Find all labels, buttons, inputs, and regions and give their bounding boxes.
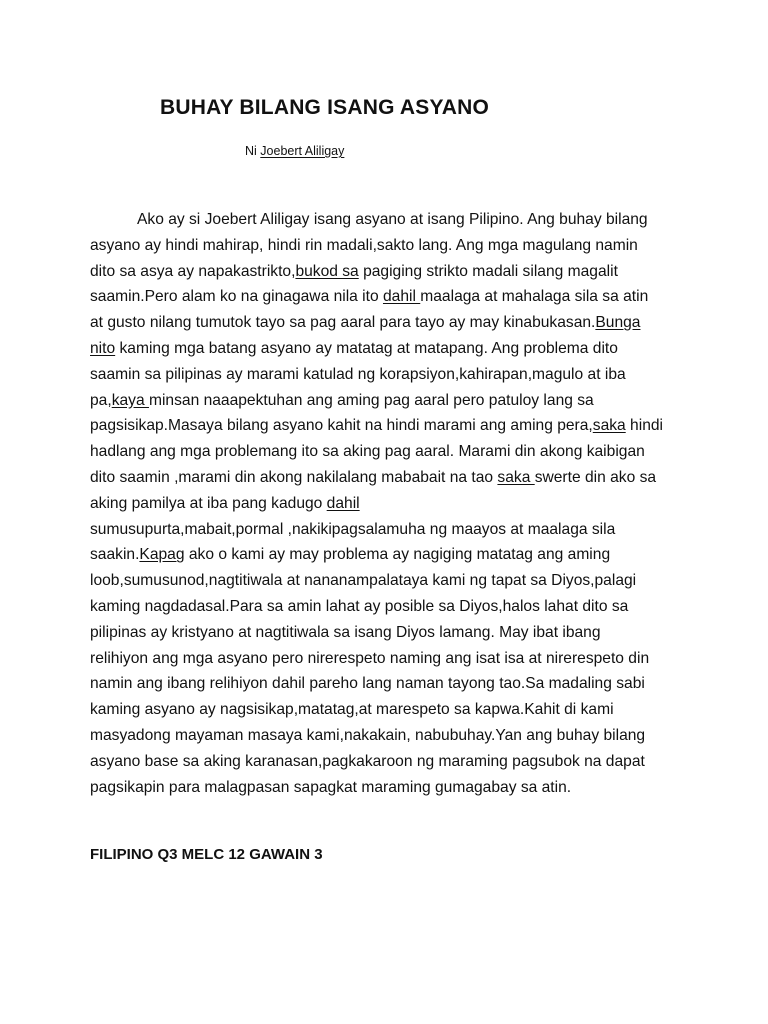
essay-line: namin ang ibang relihiyon dahil pareho lang naman tayong tao.Sa madaling sabi	[90, 675, 645, 693]
essay-title: BUHAY BILANG ISANG ASYANO	[160, 96, 490, 119]
underlined-word: Bunga	[595, 314, 641, 332]
author-name: Joebert Aliligay	[260, 144, 345, 158]
essay-line: masyadong mayaman masaya kami,nakakain, nabubuhay.Yan ang buhay bilang	[90, 726, 646, 744]
essay-line: dito sa asya ay napakastrikto,bukod sa pagiging strikto madali silang magalit	[90, 262, 618, 280]
essay-line: asyano ay hindi mahirap, hindi rin madali,sakto lang. Ang mga magulang namin	[90, 236, 638, 254]
essay-line: pagsikapin para malagpasan sapagkat maraming gumagabay sa atin.	[90, 778, 572, 796]
underlined-word: bukod sa	[295, 262, 359, 280]
essay-line: nito kaming mga batang asyano ay matatag at matapang. Ang problema dito	[90, 339, 618, 357]
essay-line: saamin.Pero alam ko na ginagawa nila ito dahil maalaga at mahalaga sila sa atin	[90, 288, 649, 306]
essay-line: dito saamin ,marami din akong nakilalang mababait na tao saka swerte din ako sa	[90, 468, 657, 486]
essay-line: aking pamilya at iba pang kadugo dahil	[90, 494, 360, 512]
essay-line: pagsisikap.Masaya bilang asyano kahit na hindi marami ang aming pera,saka hindi	[90, 417, 663, 435]
footer-label: FILIPINO Q3 MELC 12 GAWAIN 3	[90, 846, 323, 863]
essay-body	[90, 207, 690, 800]
essay-line: relihiyon ang mga asyano pero nirerespeto naming ang isat isa at nirerespeto din	[90, 649, 650, 667]
essay-line: hadlang ang mga problemang ito sa aking pag aaral. Marami din akong kaibigan	[90, 443, 645, 461]
essay-line: sumusupurta,mabait,pormal ,nakikipagsalamuha ng maayos at maalaga sila	[90, 520, 616, 538]
underlined-word: saka	[592, 417, 626, 435]
essay-line: kaming nagdadasal.Para sa amin lahat ay posible sa Diyos,halos lahat dito sa	[90, 597, 629, 615]
byline-prefix: Ni	[245, 144, 257, 158]
underlined-word: dahil	[382, 288, 421, 306]
byline	[245, 144, 344, 158]
essay-line: pilipinas ay kristyano at nagtitiwala sa isang Diyos lamang. May ibat ibang	[90, 623, 601, 641]
essay-line: kaming asyano ay nagsisikap,matatag,at marespeto sa kapwa.Kahit di kami	[90, 701, 614, 719]
underlined-word: saka	[497, 468, 535, 486]
essay-line: loob,sumusunod,nagtitiwala at nananampalataya kami ng tapat sa Diyos,palagi	[90, 572, 637, 590]
essay-line: pa,kaya minsan naaapektuhan ang aming pag aaral pero patuloy lang sa	[90, 391, 594, 409]
essay-line: saamin sa pilipinas ay marami katulad ng korapsiyon,kahirapan,magulo at iba	[90, 365, 626, 383]
underlined-word: nito	[90, 339, 116, 357]
essay-line: Ako ay si Joebert Aliligay isang asyano at isang Pilipino. Ang buhay bilang	[137, 211, 648, 228]
underlined-word: kaya	[111, 391, 149, 409]
underlined-word: dahil	[326, 494, 360, 512]
underlined-word: Kapag	[139, 546, 185, 564]
essay-line: asyano base sa aking karanasan,pagkakaroon ng maraming pagsubok na dapat	[90, 752, 645, 770]
essay-line: saakin.Kapag ako o kami ay may problema ay nagiging matatag ang aming	[90, 546, 611, 564]
essay-line: at gusto nilang tumutok tayo sa pag aaral para tayo ay may kinabukasan.Bunga	[90, 314, 641, 332]
